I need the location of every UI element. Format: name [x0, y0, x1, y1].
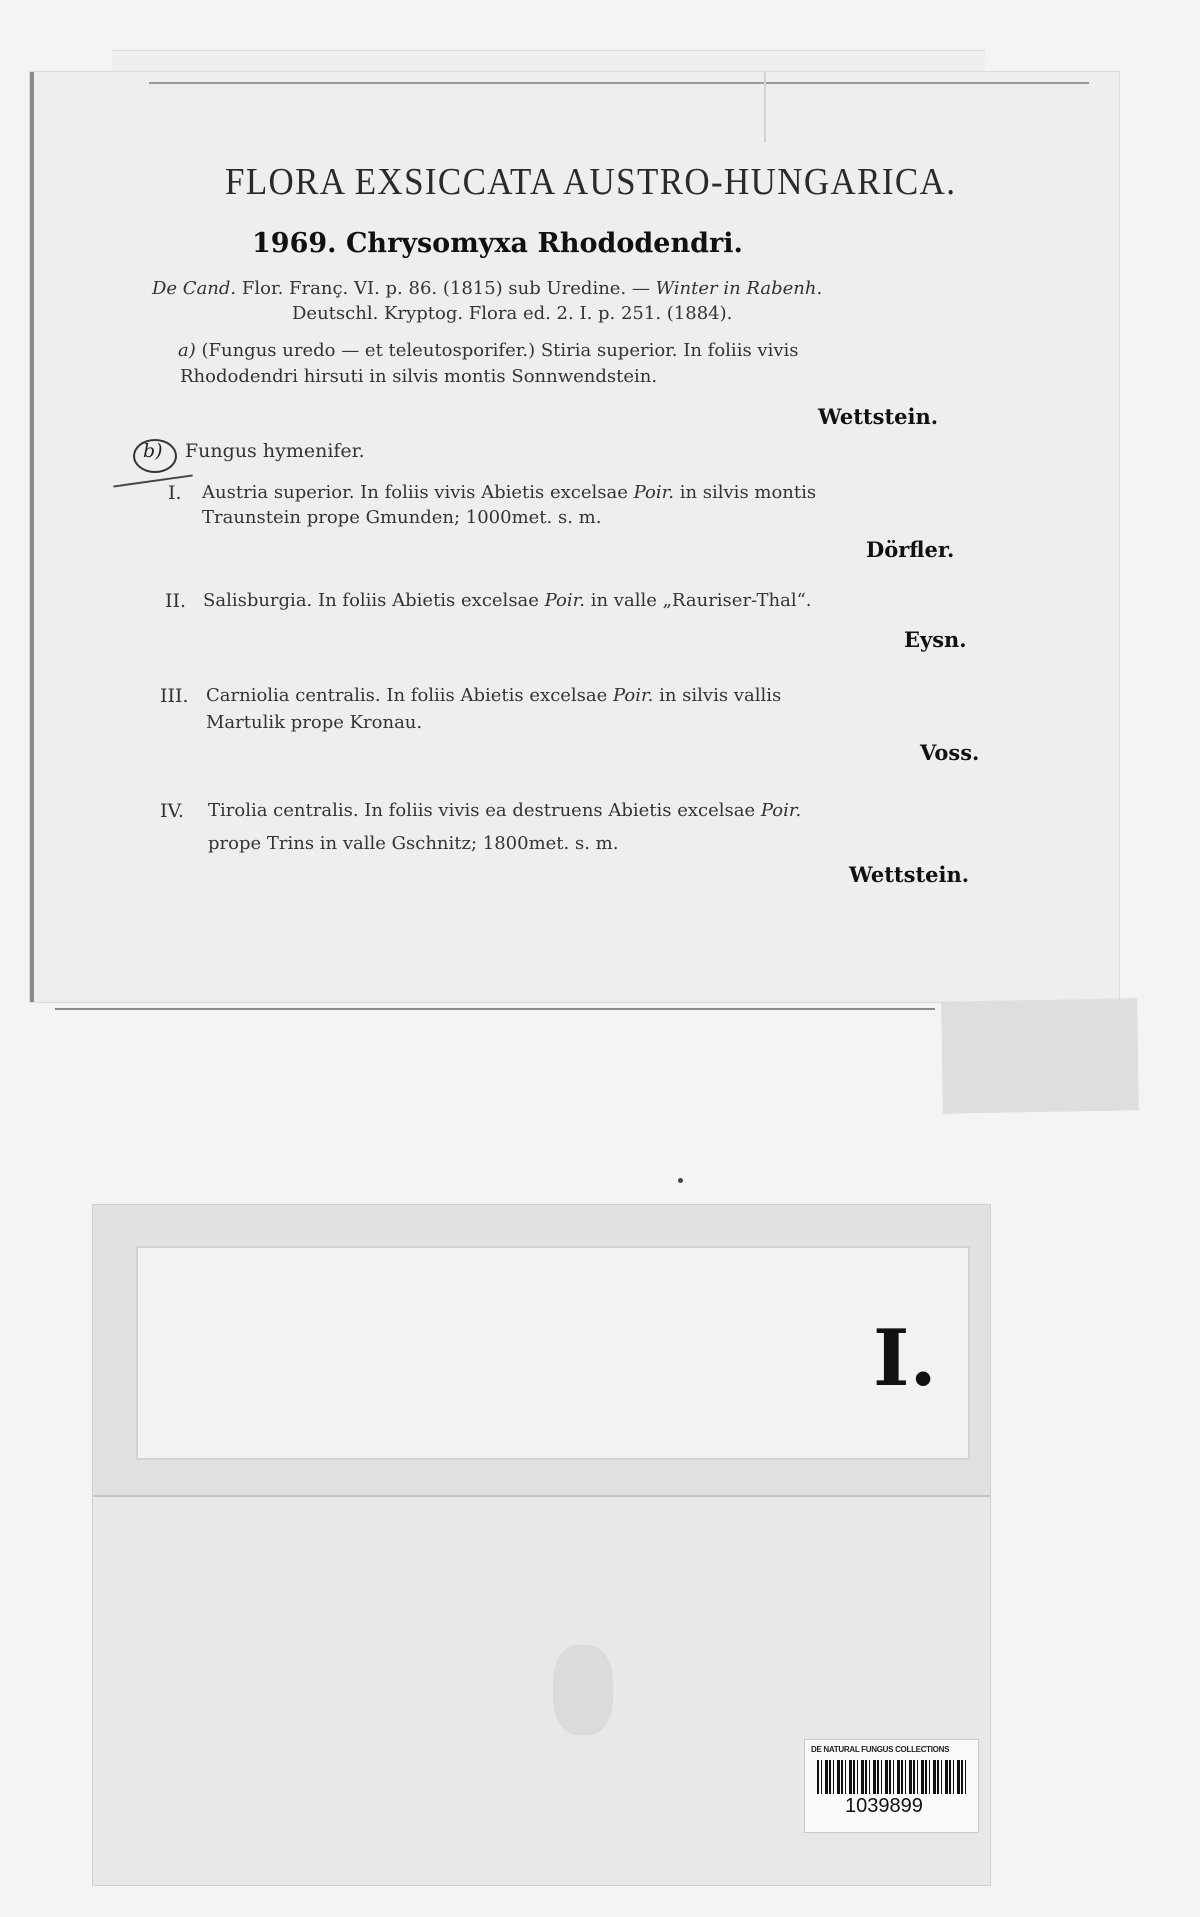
section-a-line-2: Rhododendri hirsuti in silvis montis Sonnwendstein. — [180, 366, 658, 387]
entry-collector: Dörfler. — [866, 537, 955, 562]
section-b-letter: b) — [143, 440, 163, 462]
paper-fold — [764, 72, 766, 142]
barcode-label — [805, 1740, 978, 1832]
barcode-institution: DE NATURAL FUNGUS COLLECTIONS — [811, 1745, 950, 1754]
packet-flap[interactable] — [93, 1205, 990, 1497]
entry-line: Austria superior. In foliis vivis Abietis excelsae Poir. in silvis montis — [202, 482, 817, 503]
packet-roman-numeral: I. — [873, 1313, 937, 1404]
entry-number: IV. — [160, 800, 184, 822]
entry-number: III. — [160, 685, 189, 707]
entry-line: Salisburgia. In foliis Abietis excelsae Poir. in valle „Rauriser-Thal“. — [203, 590, 812, 611]
reference-line-1: De Cand. Flor. Franç. VI. p. 86. (1815) sub Uredine. — Winter in Rabenh. — [152, 278, 823, 299]
section-b-heading: Fungus hymenifer. — [185, 440, 365, 462]
entry-number: I. — [168, 482, 182, 504]
entry-line: prope Trins in valle Gschnitz; 1800met. s. m. — [208, 833, 619, 854]
speck — [678, 1178, 683, 1183]
entry-line: Martulik prope Kronau. — [206, 712, 423, 733]
reference-line-2: Deutschl. Kryptog. Flora ed. 2. I. p. 251. (1884). — [292, 303, 733, 324]
entry-collector: Voss. — [920, 740, 980, 765]
entry-line: Traunstein prope Gmunden; 1000met. s. m. — [202, 507, 602, 528]
section-a-line-1: a) (Fungus uredo — et teleutosporifer.) Stiria superior. In foliis vivis — [178, 340, 799, 361]
packet-label — [138, 1248, 968, 1458]
entry-line: Carniolia centralis. In foliis Abietis excelsae Poir. in silvis vallis — [206, 685, 782, 706]
entry-collector: Wettstein. — [849, 862, 970, 887]
label-header: FLORA EXSICCATA AUSTRO-HUNGARICA. — [225, 161, 957, 203]
sheet-edge — [55, 1008, 935, 1010]
entry-collector: Eysn. — [904, 627, 967, 652]
top-rule — [149, 82, 1089, 84]
barcode-number: 1039899 — [845, 1795, 923, 1817]
section-a-collector: Wettstein. — [818, 404, 939, 429]
species-title: 1969. Chrysomyxa Rhododendri. — [252, 228, 743, 259]
entry-number: II. — [165, 590, 187, 612]
barcode-icon — [817, 1760, 967, 1794]
entry-line: Tirolia centralis. In foliis vivis ea destruens Abietis excelsae Poir. — [208, 800, 802, 821]
paper-tab — [941, 998, 1139, 1113]
stain — [553, 1645, 613, 1735]
